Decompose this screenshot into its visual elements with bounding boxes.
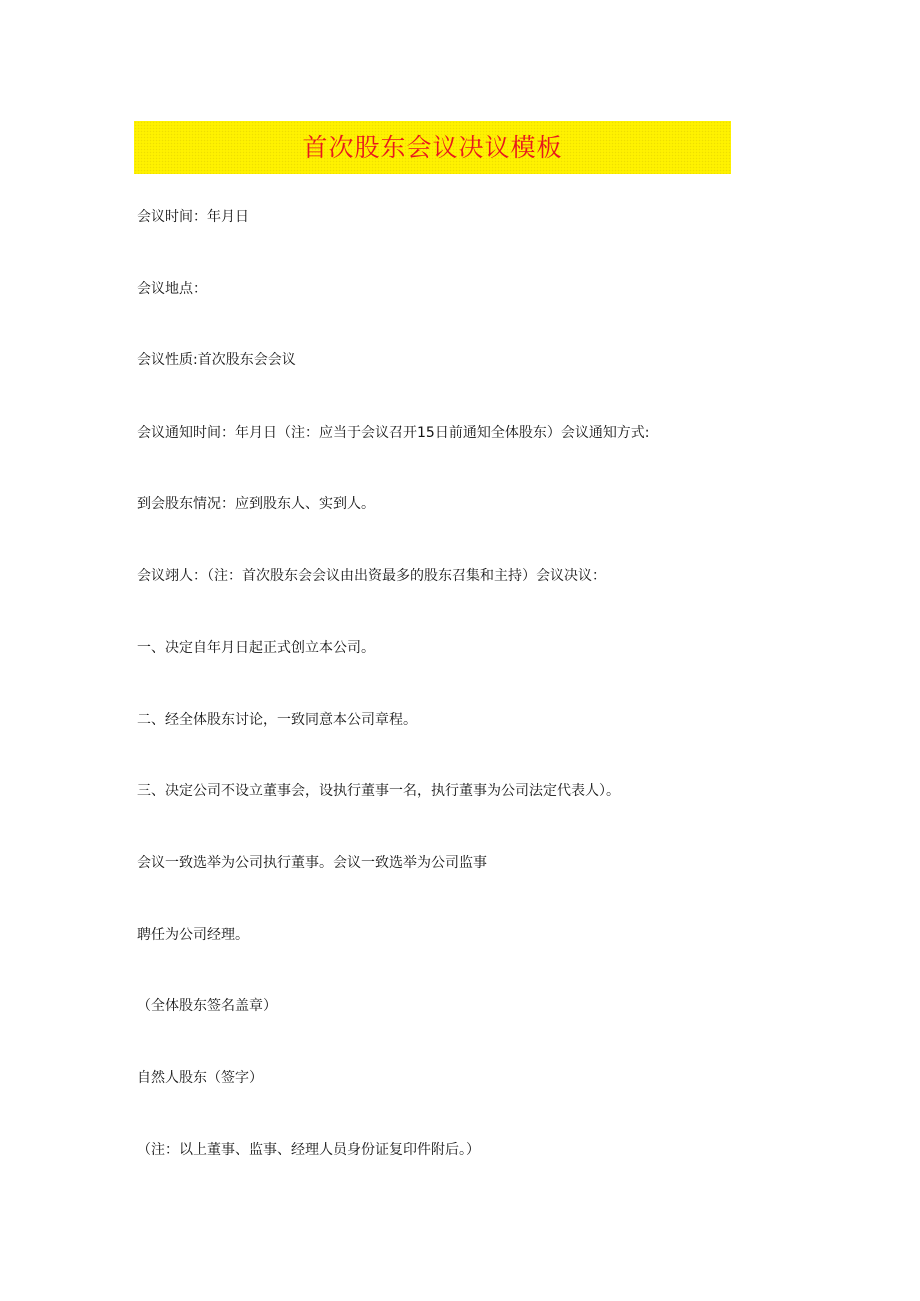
document-title: 首次股东会议决议模板 — [302, 133, 563, 162]
meeting-host-line: 会议翊人：（注：首次股东会会议由出资最多的股东召集和主持）会议决议： — [137, 568, 606, 584]
attachment-note-line: （注：以上董事、监事、经理人员身份证复印件附后。） — [137, 1142, 480, 1158]
election-line: 会议一致选举为公司执行董事。会议一致选举为公司监事 — [137, 855, 487, 871]
manager-appointment-line: 聘任为公司经理。 — [137, 927, 249, 943]
resolution-item-1: 一、决定自年月日起正式创立本公司。 — [137, 640, 375, 656]
meeting-location-line: 会议地点： — [137, 281, 207, 297]
shareholders-signature-line: （全体股东签名盖章） — [137, 998, 277, 1014]
resolution-item-3: 三、决定公司不设立董事会，设执行董事一名，执行董事为公司法定代表人）。 — [137, 783, 620, 799]
title-banner — [134, 121, 731, 174]
attendance-line: 到会股东情况：应到股东人、实到人。 — [137, 496, 375, 512]
meeting-nature-line: 会议性质:首次股东会会议 — [137, 352, 296, 368]
meeting-time-line: 会议时间：年月日 — [137, 209, 249, 225]
natural-person-signature-line: 自然人股东（签字） — [137, 1070, 263, 1086]
resolution-item-2: 二、经全体股东讨论，一致同意本公司章程。 — [137, 712, 417, 728]
meeting-notice-line: 会议通知时间：年月日（注：应当于会议召开15日前通知全体股东）会议通知方式: — [137, 425, 650, 441]
